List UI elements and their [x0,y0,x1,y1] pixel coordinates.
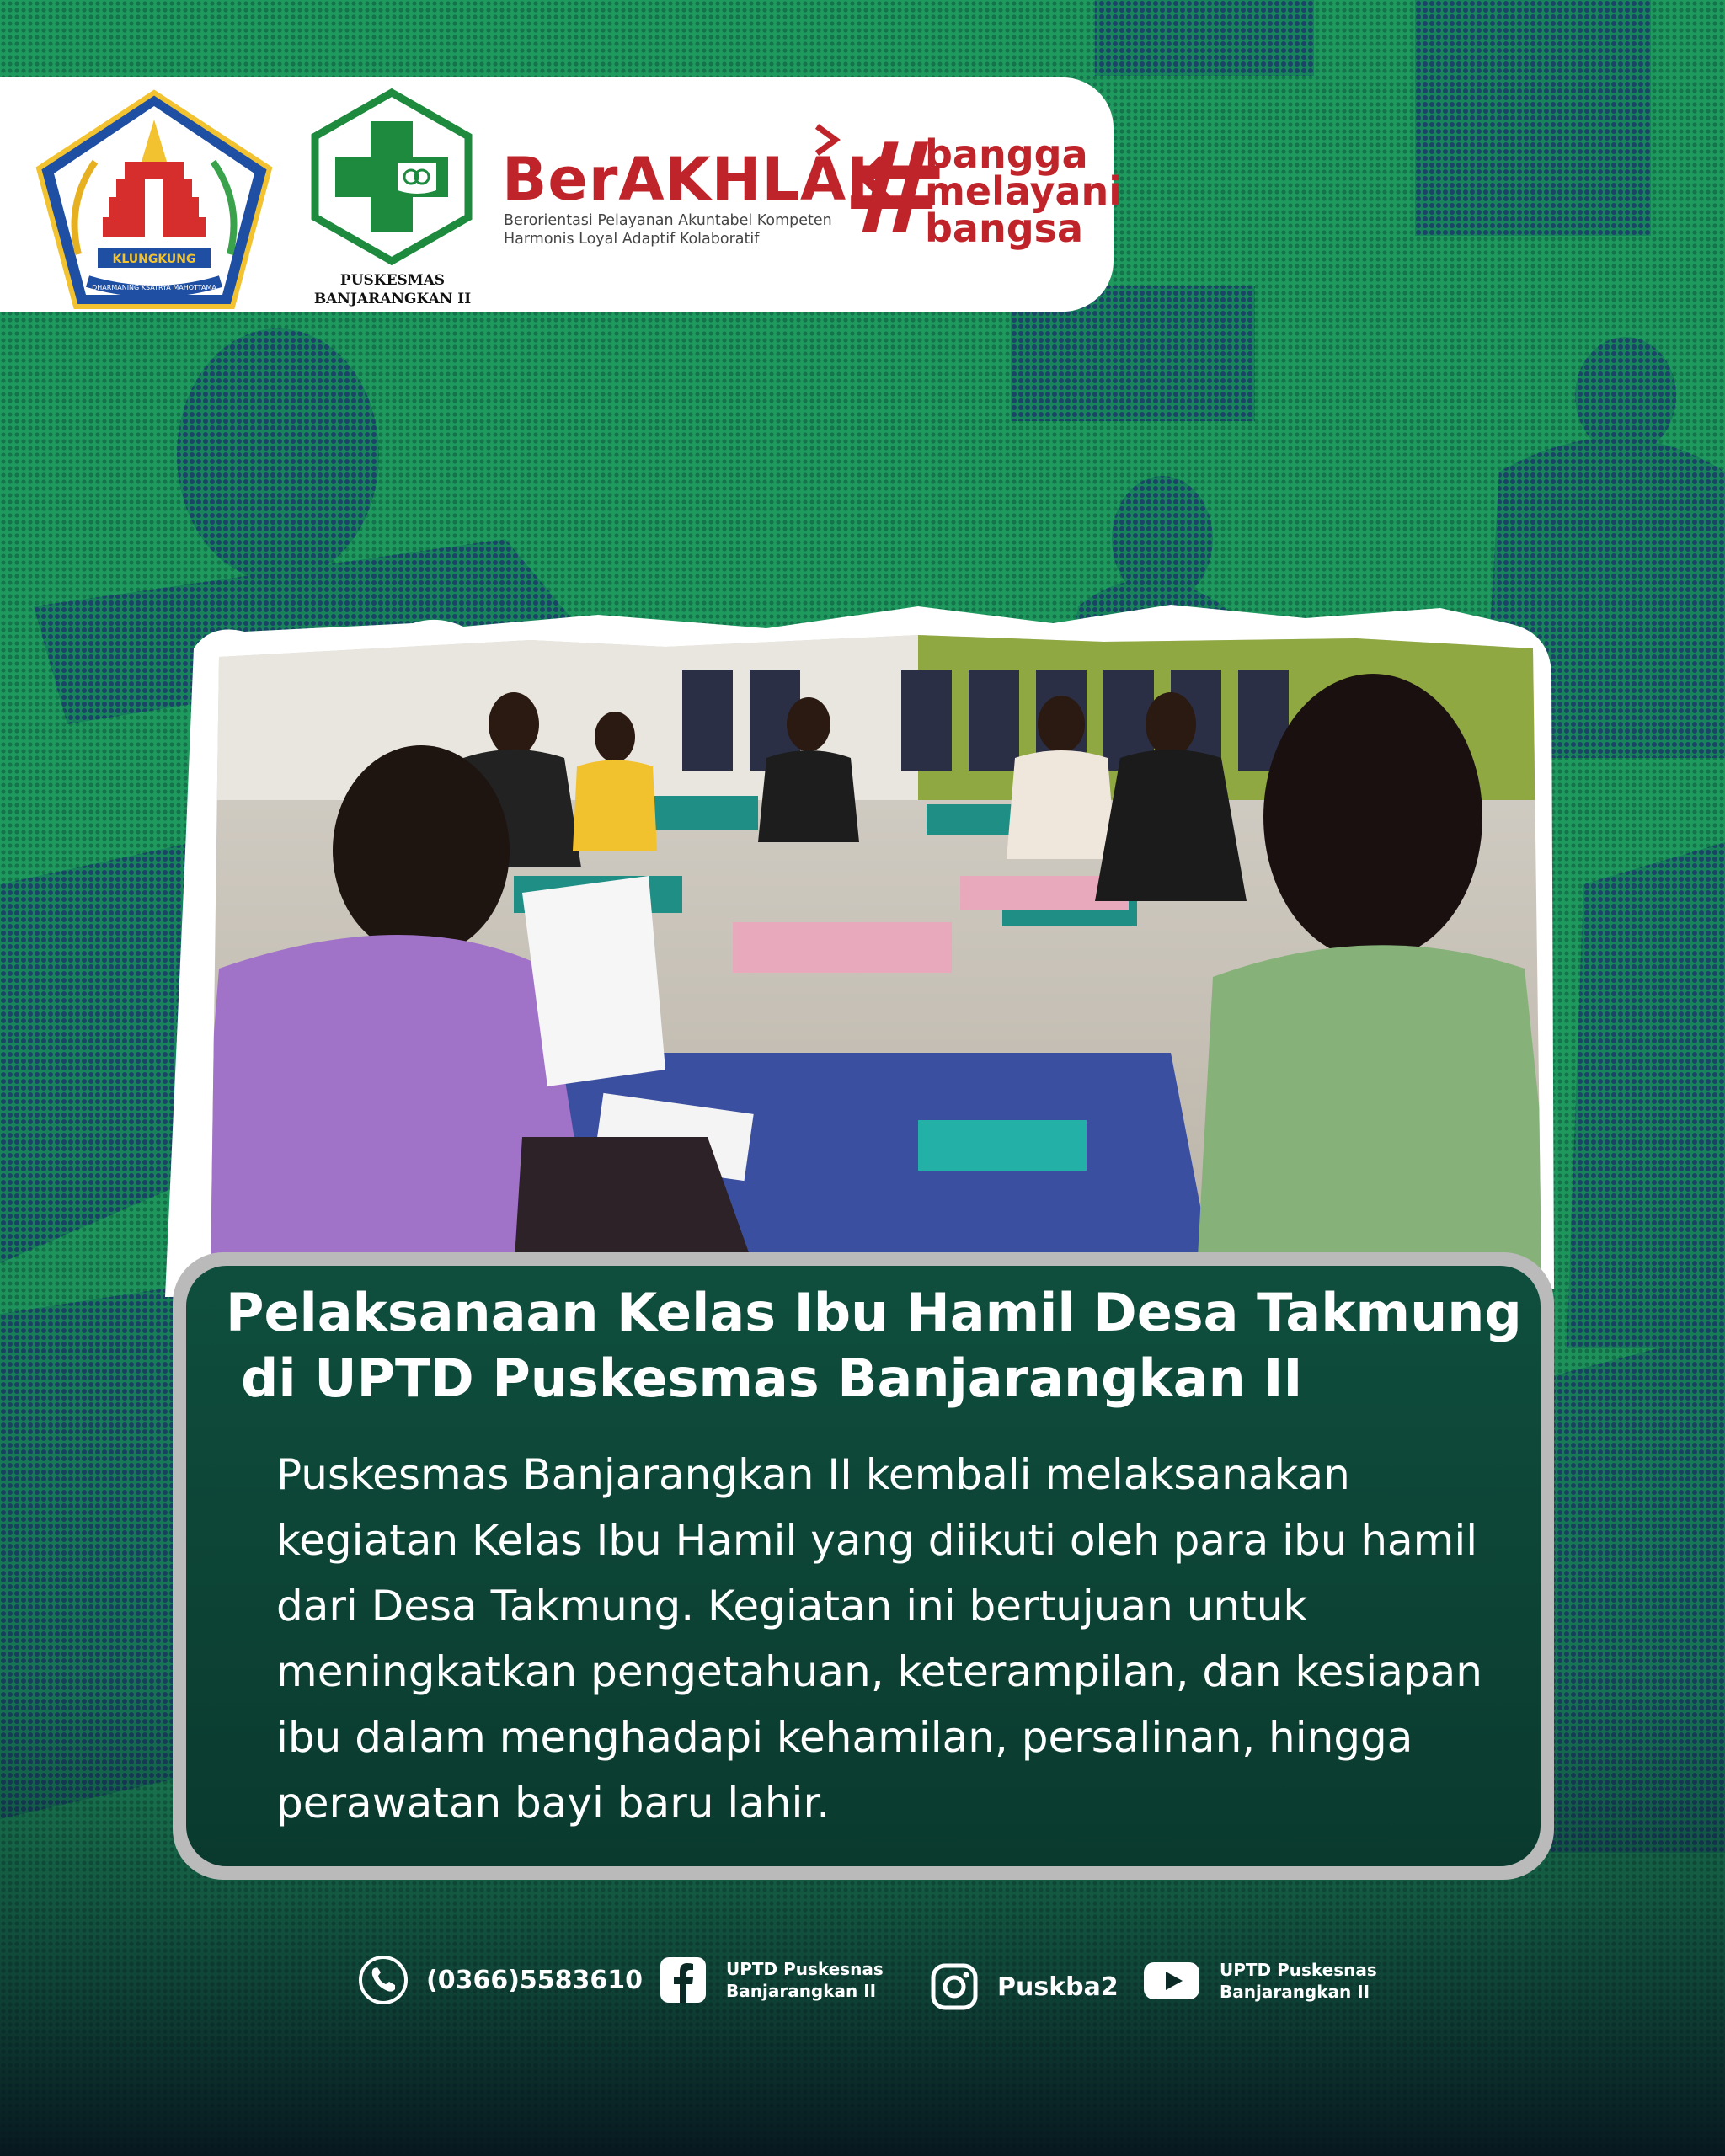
body-line-2: kegiatan Kelas Ibu Hamil yang diikuti oleh para ibu hamil [276,1516,1478,1565]
facebook-line1: UPTD Puskesnas [726,1959,884,1979]
klungkung-text: KLUNGKUNG [112,253,196,266]
body-line-3: dari Desa Takmung. Kegiatan ini bertujuan untuk [276,1582,1308,1630]
puskesmas-logo-label [313,271,472,308]
footer-phone[interactable] [357,1954,643,2006]
body-line-5: ibu dalam menghadapi kehamilan, persalinan, hingga [276,1713,1413,1762]
footer-facebook[interactable] [659,1956,884,2004]
body-line-1: Puskesmas Banjarangkan II kembali melaksanakan [276,1450,1350,1499]
phone-number: (0366)5583610 [426,1965,644,1995]
youtube-line2: Banjarangkan II [1220,1982,1370,2002]
class-activity-photo [160,598,1558,1305]
facebook-line2: Banjarangkan II [726,1981,877,2001]
berakhlak-wordmark: BerAKHLAK [502,145,894,214]
puskesmas-label-line2: BANJARANGKAN II [313,291,472,307]
berakhlak-subtitle-line1: Berorientasi Pelayanan Akuntabel Kompeten [504,212,832,229]
youtube-icon [1142,1959,1201,2003]
klungkung-regency-emblem-icon [32,86,276,315]
bangga-line1: bangga [925,131,1088,177]
body-line-4: meningkatkan pengetahuan, keterampilan, dan kesiapan [276,1647,1482,1696]
youtube-line1: UPTD Puskesnas [1220,1960,1377,1980]
body-line-6: perawatan bayi baru lahir. [276,1779,830,1828]
klungkung-motto: DHARMANING KSATRYA MAHOTTAMA [92,284,216,291]
facebook-icon [659,1956,708,2004]
footer-instagram[interactable] [930,1962,1119,2011]
footer-youtube[interactable] [1142,1959,1377,2003]
instagram-icon [930,1962,979,2011]
bangga-line2: melayani [925,168,1123,214]
puskesmas-cross-icon [310,88,473,266]
phone-icon [357,1954,409,2006]
hashtag-symbol: # [842,116,948,263]
instagram-handle: Puskba2 [997,1972,1119,2002]
berakhlak-subtitle-line2: Harmonis Loyal Adaptif Kolaboratif [504,231,760,248]
bangga-line3: bangsa [925,205,1084,251]
chevron-right-icon [810,123,844,157]
headline-line1: Pelaksanaan Kelas Ibu Hamil Desa Takmung [226,1282,1522,1343]
puskesmas-label-line1: PUSKESMAS [339,272,446,289]
headline-line2: di UPTD Puskesmas Banjarangkan II [241,1348,1303,1409]
